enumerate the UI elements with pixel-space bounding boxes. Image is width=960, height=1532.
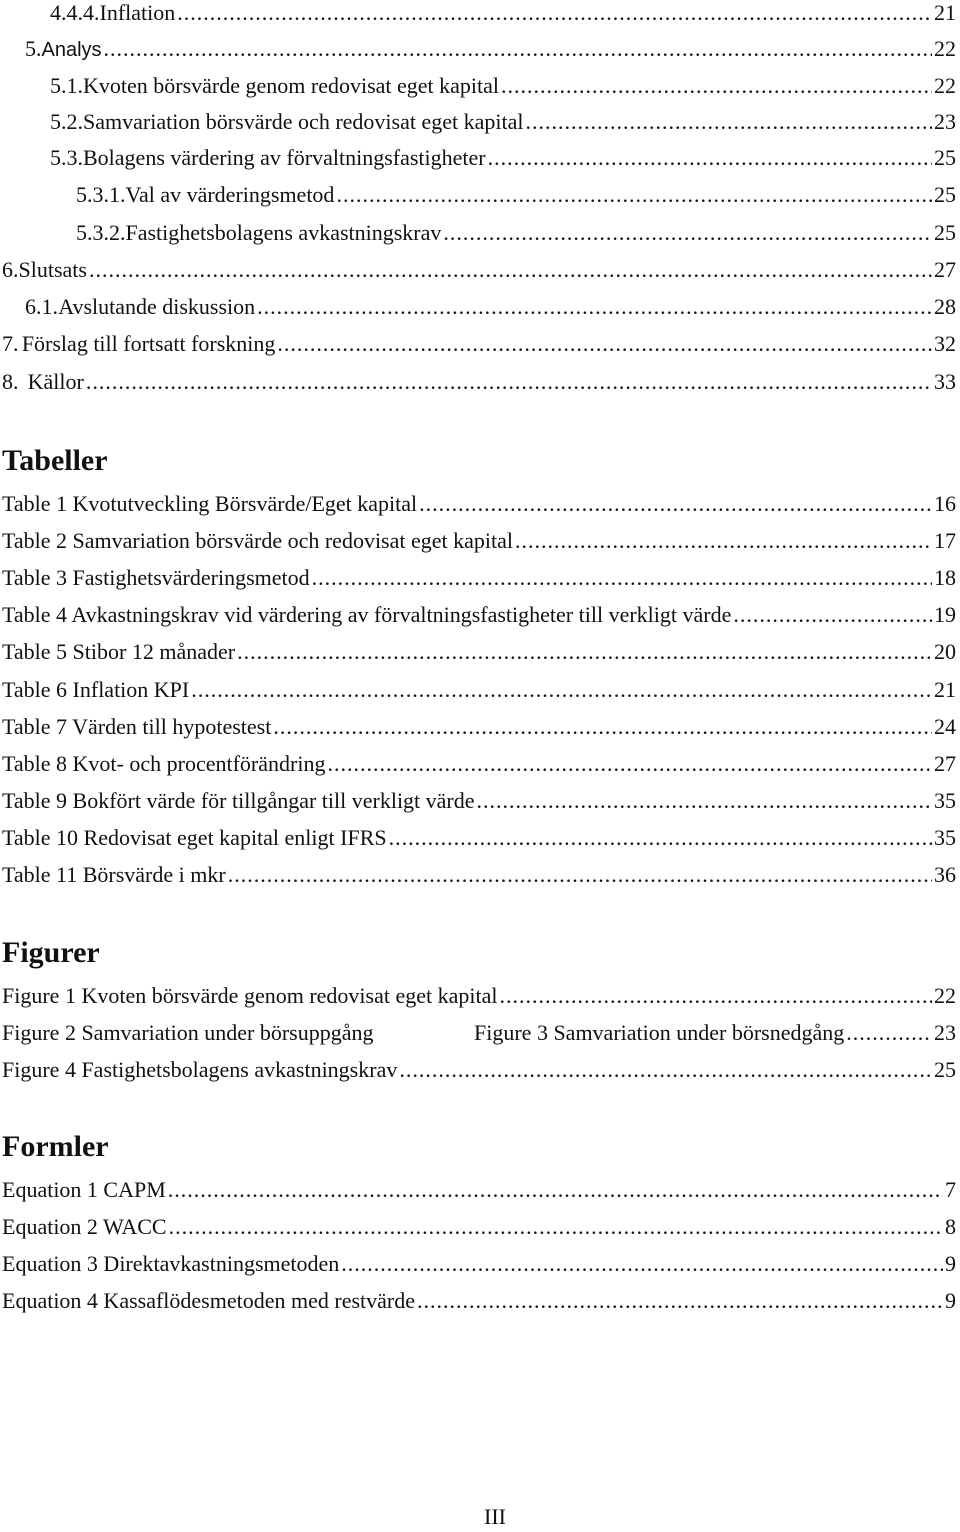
dot-leader	[86, 367, 932, 397]
table-list-item[interactable]	[0, 563, 960, 595]
toc-page-number: 22	[934, 36, 956, 61]
toc-page-number: 32	[934, 331, 956, 356]
table-list-item[interactable]	[0, 600, 960, 632]
toc-number: 5.2.	[50, 109, 83, 134]
toc-title: Table 2 Samvariation börsvärde och redovisat eget kapital	[2, 528, 514, 553]
table-list-item[interactable]	[0, 675, 960, 707]
toc-page-number: 24	[934, 714, 956, 739]
toc-page-number: 18	[934, 565, 956, 590]
toc-number: 6.1.	[25, 294, 58, 319]
equation-list-item[interactable]	[0, 1175, 960, 1207]
toc-page-number: 33	[934, 369, 956, 394]
dot-leader	[389, 823, 932, 853]
toc-page-number: 36	[934, 862, 956, 887]
toc-row[interactable]	[0, 218, 960, 250]
table-list-item[interactable]	[0, 489, 960, 521]
toc-page-number: 21	[934, 0, 956, 25]
table-list-item[interactable]	[0, 526, 960, 558]
toc-page-number: 25	[934, 145, 956, 170]
section-heading-tabeller: Tabeller	[2, 444, 108, 477]
table-list-item[interactable]	[0, 712, 960, 744]
toc-title: Förslag till fortsatt forskning	[21, 331, 276, 356]
toc-title: Table 8 Kvot- och procentförändring	[2, 751, 326, 776]
toc-title: Val av värderingsmetod	[125, 182, 335, 207]
toc-page-number: 22	[934, 73, 956, 98]
toc-title: Table 5 Stibor 12 månader	[2, 639, 236, 664]
toc-title: Equation 4 Kassaflödesmetoden med restvärde	[2, 1288, 415, 1313]
equation-list-item[interactable]	[0, 1286, 960, 1318]
toc-page-number: 9	[945, 1288, 956, 1313]
toc-title: Table 1 Kvotutveckling Börsvärde/Eget kapital	[2, 491, 418, 516]
toc-title: Equation 2 WACC	[2, 1214, 167, 1239]
toc-title: Avslutande diskussion	[58, 294, 256, 319]
dot-leader	[191, 675, 932, 705]
toc-title: Table 3 Fastighetsvärderingsmetod	[2, 565, 310, 590]
dot-leader	[488, 143, 932, 173]
dot-leader	[341, 1249, 943, 1279]
figure-list-item[interactable]	[0, 1055, 960, 1087]
toc-number: 5.1.	[50, 73, 83, 98]
toc-row[interactable]	[0, 143, 960, 175]
dot-leader	[312, 563, 932, 593]
toc-title: Figure 4 Fastighetsbolagens avkastningskrav	[2, 1057, 398, 1082]
dot-leader	[169, 1212, 943, 1242]
table-list-item[interactable]	[0, 749, 960, 781]
dot-leader	[846, 1018, 932, 1048]
dot-leader	[477, 786, 932, 816]
toc-page-number: 19	[934, 602, 956, 627]
toc-page-number: 35	[934, 825, 956, 850]
toc-row[interactable]	[0, 107, 960, 139]
toc-number: 5.3.1.	[76, 182, 126, 207]
toc-title: Equation 1 CAPM	[2, 1177, 166, 1202]
toc-page-number: 27	[934, 751, 956, 776]
toc-page-number: 20	[934, 639, 956, 664]
dot-leader	[104, 34, 932, 64]
toc-number: 5.	[25, 36, 42, 61]
dot-leader	[237, 637, 932, 667]
toc-row[interactable]	[0, 71, 960, 103]
dot-leader	[515, 526, 932, 556]
dot-leader	[399, 1055, 932, 1085]
dot-leader	[525, 107, 932, 137]
toc-page-number: 25	[934, 182, 956, 207]
dot-leader	[419, 489, 932, 519]
dot-leader	[177, 0, 932, 28]
toc-page-number: 25	[934, 1057, 956, 1082]
toc-number: 5.3.2.	[76, 220, 126, 245]
toc-page-number: 21	[934, 677, 956, 702]
dot-leader	[327, 749, 932, 779]
toc-title: Bolagens värdering av förvaltningsfastigheter	[83, 145, 486, 170]
figure-list-item-split[interactable]	[0, 1018, 960, 1050]
toc-title: Slutsats	[18, 257, 87, 282]
toc-title: Table 10 Redovisat eget kapital enligt IFRS	[2, 825, 387, 850]
toc-title: Analys	[41, 39, 102, 61]
table-list-item[interactable]	[0, 860, 960, 892]
toc-title: Fastighetsbolagens avkastningskrav	[125, 220, 442, 245]
toc-page-number: 7	[945, 1177, 956, 1202]
dot-leader	[89, 255, 932, 285]
equation-list-item[interactable]	[0, 1249, 960, 1281]
footer-page-number: III	[484, 1504, 506, 1529]
toc-page-number: 17	[934, 528, 956, 553]
toc-number: 8.	[2, 369, 19, 394]
toc-title: Figure 3 Samvariation under börsnedgång	[474, 1020, 845, 1045]
equation-list-item[interactable]	[0, 1212, 960, 1244]
dot-leader	[273, 712, 932, 742]
toc-page-number: 23	[934, 109, 956, 134]
toc-title: Samvariation börsvärde och redovisat eget kapital	[83, 109, 524, 134]
dot-leader	[443, 218, 932, 248]
toc-number: 7.	[2, 331, 19, 356]
toc-number: 5.3.	[50, 145, 83, 170]
toc-title: Equation 3 Direktavkastningsmetoden	[2, 1251, 340, 1276]
toc-page-number: 27	[934, 257, 956, 282]
toc-title: Table 9 Bokfört värde för tillgångar till verkligt värde	[2, 788, 475, 813]
toc-row[interactable]	[0, 292, 960, 324]
toc-title: Table 11 Börsvärde i mkr	[2, 862, 226, 887]
figure-list-item[interactable]	[474, 1018, 956, 1048]
toc-title: Table 6 Inflation KPI	[2, 677, 190, 702]
dot-leader	[499, 981, 932, 1011]
table-list-item[interactable]	[0, 786, 960, 818]
toc-page-number: 16	[934, 491, 956, 516]
toc-title: Källor	[27, 369, 84, 394]
toc-title[interactable]: Figure 2 Samvariation under börsuppgång	[2, 1020, 374, 1045]
toc-number: 4.4.4.	[50, 0, 100, 25]
toc-page-number: 9	[945, 1251, 956, 1276]
dot-leader	[168, 1175, 943, 1205]
dot-leader	[417, 1286, 943, 1316]
dot-leader	[277, 329, 932, 359]
toc-title: Kvoten börsvärde genom redovisat eget kapital	[83, 73, 500, 98]
toc-page-number: 22	[934, 983, 956, 1008]
toc-page-number: 35	[934, 788, 956, 813]
dot-leader	[257, 292, 932, 322]
table-list-item[interactable]	[0, 823, 960, 855]
toc-title: Table 7 Värden till hypotestest	[2, 714, 272, 739]
toc-title: Figure 1 Kvoten börsvärde genom redovisat eget kapital	[2, 983, 498, 1008]
toc-page-number: 28	[934, 294, 956, 319]
toc-title: Table 4 Avkastningskrav vid värdering av förvaltningsfastigheter till verkligt värde	[2, 602, 732, 627]
toc-row[interactable]	[0, 367, 960, 399]
toc-row[interactable]	[0, 255, 960, 287]
toc-page-number: 25	[934, 220, 956, 245]
dot-leader	[336, 180, 932, 210]
toc-page-number: 8	[945, 1214, 956, 1239]
toc-row[interactable]	[0, 180, 960, 212]
section-heading-formler: Formler	[2, 1130, 109, 1163]
dot-leader	[733, 600, 932, 630]
dot-leader	[501, 71, 932, 101]
toc-number: 6.	[2, 257, 19, 282]
dot-leader	[228, 860, 932, 890]
toc-row[interactable]	[0, 329, 960, 361]
toc-page-number: 23	[934, 1020, 956, 1045]
toc-title: Inflation	[99, 0, 176, 25]
figure-list-item[interactable]	[0, 981, 960, 1013]
table-list-item[interactable]	[0, 637, 960, 669]
toc-row[interactable]	[0, 34, 960, 66]
toc-row[interactable]	[0, 0, 960, 30]
section-heading-figurer: Figurer	[2, 936, 100, 969]
